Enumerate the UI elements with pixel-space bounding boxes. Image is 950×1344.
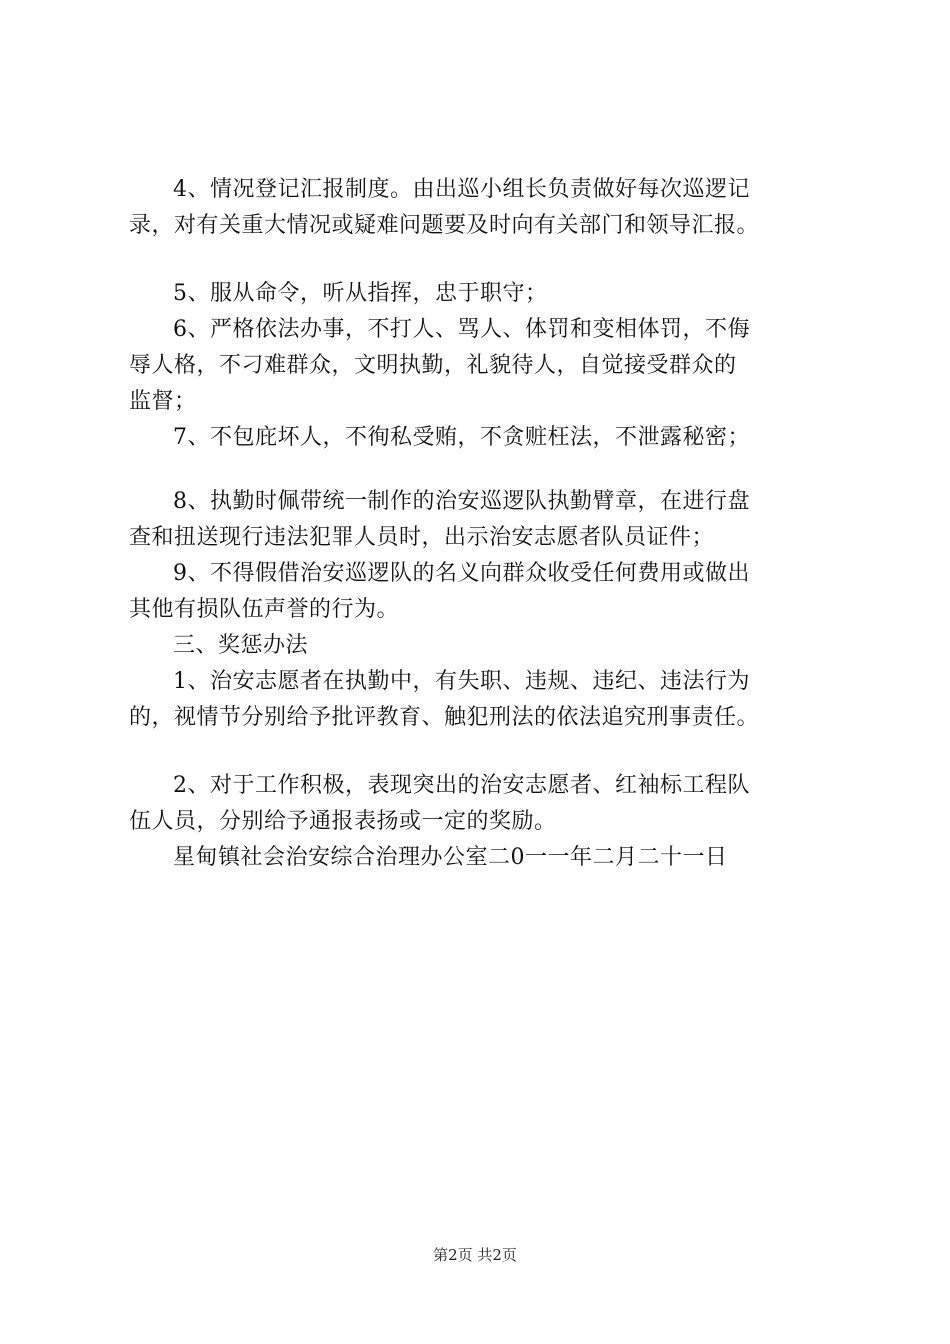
- paragraph-line: 查和扭送现行违法犯罪人员时，出示治安志愿者队员证件；: [129, 525, 715, 550]
- paragraph-line: 5、服从命令，听从指挥，忠于职守；: [173, 281, 548, 306]
- paragraph-line: 辱人格，不刁难群众，文明执勤，礼貌待人，自觉接受群众的: [129, 353, 737, 378]
- paragraph-line: 6、严格依法办事，不打人、骂人、体罚和变相体罚，不侮: [173, 317, 750, 342]
- paragraph-line: 4、情况登记汇报制度。由出巡小组长负责做好每次巡逻记: [173, 177, 750, 202]
- page-number-footer: 第2页 共2页: [433, 1246, 517, 1264]
- paragraph-line: 7、不包庇坏人，不徇私受贿，不贪赃枉法，不泄露秘密；: [173, 425, 750, 450]
- paragraph-gap: [129, 736, 851, 768]
- paragraph-line: 监督；: [129, 389, 197, 414]
- paragraph-line: 录，对有关重大情况或疑难问题要及时向有关部门和领导汇报。: [129, 213, 760, 238]
- paragraph-line: 9、不得假借治安巡逻队的名义向群众收受任何费用或做出: [173, 561, 750, 586]
- paragraph-gap: [129, 244, 851, 276]
- paragraph-line: 的，视情节分别给予批评教育、触犯刑法的依法追究刑事责任。: [129, 705, 760, 730]
- paragraph-line: 1、治安志愿者在执勤中，有失职、违规、违纪、违法行为: [173, 669, 750, 694]
- paragraph-gap: [129, 456, 851, 484]
- signature-line: 星甸镇社会治安综合治理办公室二0一一年二月二十一日: [173, 845, 728, 870]
- section-heading: 三、奖惩办法: [173, 633, 309, 658]
- paragraph-line: 其他有损队伍声誉的行为。: [129, 597, 400, 622]
- paragraph-line: 8、执勤时佩带统一制作的治安巡逻队执勤臂章，在进行盘: [173, 489, 750, 514]
- paragraph-line: 伍人员，分别给予通报表扬或一定的奖励。: [129, 809, 557, 834]
- paragraph-line: 2、对于工作积极，表现突出的治安志愿者、红袖标工程队: [173, 773, 750, 798]
- document-body: [129, 172, 851, 876]
